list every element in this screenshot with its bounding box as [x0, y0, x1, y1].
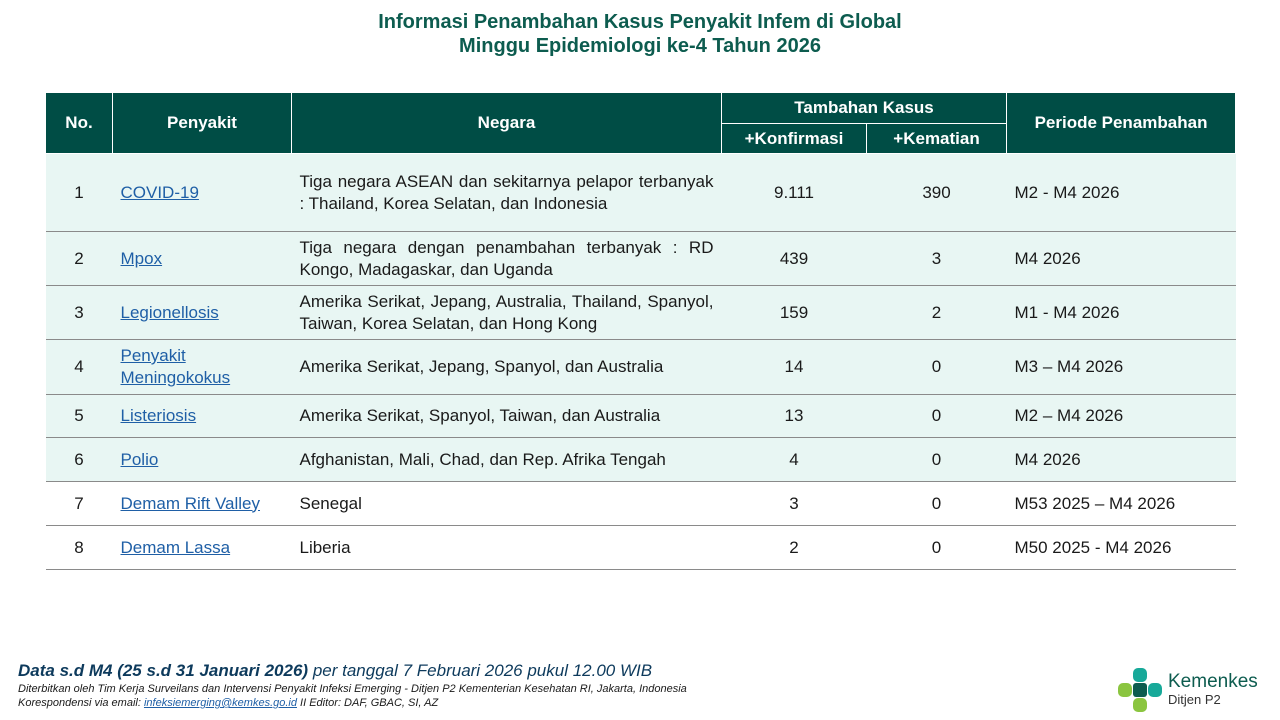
- header-tambahan-kasus: Tambahan Kasus: [722, 93, 1007, 124]
- row-negara: Afghanistan, Mali, Chad, dan Rep. Afrika Tengah: [292, 438, 722, 482]
- disease-link[interactable]: COVID-19: [120, 182, 199, 202]
- row-no: 3: [46, 286, 113, 340]
- row-negara: Liberia: [292, 526, 722, 570]
- row-periode: M53 2025 – M4 2026: [1007, 482, 1236, 526]
- row-no: 5: [46, 395, 113, 438]
- row-negara: Tiga negara ASEAN dan sekitarnya pelapor terbanyak : Thailand, Korea Selatan, dan Indonesia: [292, 154, 722, 232]
- row-konfirmasi: 159: [722, 286, 867, 340]
- footer: [18, 660, 1018, 710]
- row-kematian: 0: [867, 395, 1007, 438]
- row-konfirmasi: 13: [722, 395, 867, 438]
- row-negara: Amerika Serikat, Spanyol, Taiwan, dan Australia: [292, 395, 722, 438]
- table-row: [46, 395, 1236, 438]
- row-kematian: 2: [867, 286, 1007, 340]
- row-kematian: 3: [867, 232, 1007, 286]
- row-periode: M1 - M4 2026: [1007, 286, 1236, 340]
- row-no: 1: [46, 154, 113, 232]
- row-periode: M4 2026: [1007, 438, 1236, 482]
- row-periode: M4 2026: [1007, 232, 1236, 286]
- row-konfirmasi: 9.111: [722, 154, 867, 232]
- disease-link[interactable]: Listeriosis: [120, 406, 197, 425]
- row-konfirmasi: 2: [722, 526, 867, 570]
- row-no: 7: [46, 482, 113, 526]
- row-negara: Senegal: [292, 482, 722, 526]
- data-period-rest: per tanggal 7 Februari 2026 pukul 12.00 WIB: [308, 661, 653, 680]
- row-konfirmasi: 4: [722, 438, 867, 482]
- row-konfirmasi: 14: [722, 340, 867, 395]
- cases-table: [45, 92, 1236, 570]
- row-negara: Amerika Serikat, Jepang, Spanyol, dan Australia: [292, 340, 722, 395]
- table-row: [46, 232, 1236, 286]
- row-periode: M50 2025 - M4 2026: [1007, 526, 1236, 570]
- correspondence-note: [18, 696, 1018, 710]
- row-kematian: 0: [867, 340, 1007, 395]
- row-periode: M3 – M4 2026: [1007, 340, 1236, 395]
- header-kematian: +Kematian: [867, 124, 1007, 154]
- table-row: [46, 526, 1236, 570]
- row-konfirmasi: 439: [722, 232, 867, 286]
- table-row: [46, 438, 1236, 482]
- header-konfirmasi: +Konfirmasi: [722, 124, 867, 154]
- title-line-1: Informasi Penambahan Kasus Penyakit Infem di Global: [378, 11, 902, 33]
- table-row: [46, 340, 1236, 395]
- kemenkes-cross-icon: [1116, 666, 1164, 714]
- row-no: 4: [46, 340, 113, 395]
- table-row: [46, 154, 1236, 232]
- page-title: [0, 10, 1280, 58]
- header-no: No.: [46, 93, 113, 154]
- row-kematian: 0: [867, 482, 1007, 526]
- table-row: [46, 286, 1236, 340]
- logo-text: [1168, 672, 1258, 708]
- published-note: Diterbitkan oleh Tim Kerja Surveilans dan Intervensi Penyakit Infeksi Emerging - Ditjen P2 Kementerian Kesehatan RI, Jakarta, Indonesia: [18, 683, 687, 695]
- row-no: 2: [46, 232, 113, 286]
- disease-link[interactable]: Demam Rift Valley: [120, 493, 260, 513]
- header-penyakit: Penyakit: [113, 93, 292, 154]
- logo-name: Kemenkes: [1168, 671, 1258, 692]
- row-periode: M2 - M4 2026: [1007, 154, 1236, 232]
- row-negara: Amerika Serikat, Jepang, Australia, Thailand, Spanyol, Taiwan, Korea Selatan, dan Hong Kong: [292, 286, 722, 340]
- header-periode: Periode Penambahan: [1007, 93, 1236, 154]
- table-row: [46, 482, 1236, 526]
- correspondence-suffix: II Editor: DAF, GBAC, SI, AZ: [296, 697, 439, 709]
- row-negara: Tiga negara dengan penambahan terbanyak : RD Kongo, Madagaskar, dan Uganda: [292, 232, 722, 286]
- data-period-bold: Data s.d M4 (25 s.d 31 Januari 2026): [18, 661, 309, 680]
- header-negara: Negara: [292, 93, 722, 154]
- title-line-2: Minggu Epidemiologi ke-4 Tahun 2026: [459, 35, 821, 57]
- row-no: 8: [46, 526, 113, 570]
- row-konfirmasi: 3: [722, 482, 867, 526]
- row-no: 6: [46, 438, 113, 482]
- data-period-note: [18, 660, 1018, 682]
- disease-link[interactable]: Demam Lassa: [120, 537, 231, 557]
- disease-link[interactable]: Legionellosis: [120, 302, 219, 322]
- kemenkes-logo: [1116, 666, 1276, 714]
- disease-link[interactable]: Mpox: [120, 248, 163, 268]
- disease-link[interactable]: Polio: [120, 449, 159, 469]
- row-kematian: 0: [867, 438, 1007, 482]
- correspondence-email-link[interactable]: infeksiemerging@kemkes.go.id: [143, 697, 297, 709]
- logo-sub: Ditjen P2: [1168, 692, 1221, 707]
- row-kematian: 0: [867, 526, 1007, 570]
- disease-link[interactable]: Penyakit Meningokokus: [120, 346, 231, 387]
- row-kematian: 390: [867, 154, 1007, 232]
- row-periode: M2 – M4 2026: [1007, 395, 1236, 438]
- correspondence-prefix: Korespondensi via email:: [18, 697, 144, 709]
